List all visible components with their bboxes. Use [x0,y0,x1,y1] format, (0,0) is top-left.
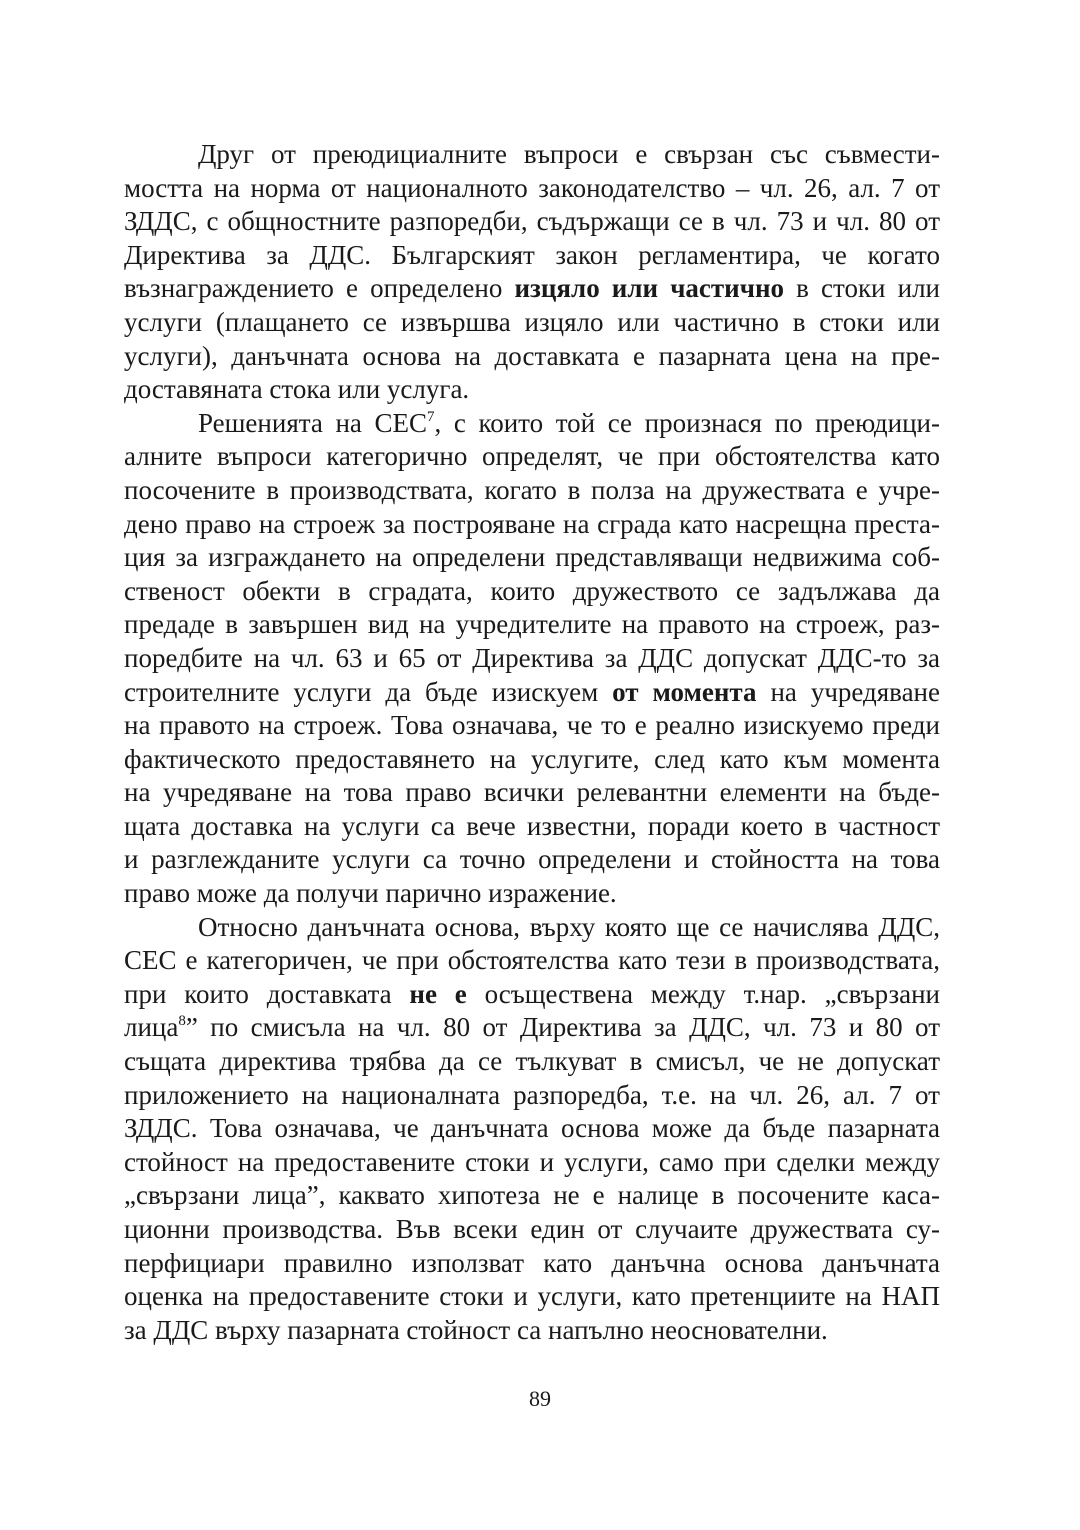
text-segment: доставяната стока или услуга. [124,374,470,405]
text-segment: осъществена между т.нар. „свързани [466,978,940,1009]
text-line [124,541,940,575]
bold-text: не е [409,978,467,1009]
text-segment: оценка на предоставените стоки и услуги, като претенциите на НАП [124,1281,940,1312]
text-line [124,575,940,609]
text-segment: СЕС е категоричен, че при обстоятелства като тези в производствата, [124,945,940,976]
text-line [124,743,940,777]
text-segment: Друг от преюдициалните въпроси е свързан със съвмести- [198,139,940,169]
text-segment: посочените в производствата, когато в полза на дружествата е учре- [124,474,940,505]
text-line [124,1247,940,1281]
text-segment: перфициари правилно използват като данъчна основа данъчната [124,1247,940,1278]
text-line [124,1280,940,1314]
text-segment: ция за изграждането на определени представляващи недвижима соб- [124,542,940,573]
text-line [124,440,940,474]
text-line [124,1079,940,1113]
text-segment: ционни производства. Във всеки един от случаите дружествата су- [124,1214,940,1244]
bold-text: изцяло или частично [514,273,785,304]
text-line [124,239,940,273]
text-line [124,340,940,374]
paragraph [124,911,940,1348]
text-segment: на правото на строеж. Това означава, че то е реално изискуемо преди [124,710,940,741]
text-line [124,676,940,710]
text-segment: стойност на предоставените стоки и услуги, само при сделки между [124,1146,940,1177]
text-line [124,306,940,340]
text-line [124,776,940,810]
text-segment: лица [124,1012,179,1043]
text-segment: и разглежданите услуги са точно определени и стойността на това [124,844,940,875]
text-line [124,1213,940,1247]
text-line [124,642,940,676]
text-line [124,843,940,877]
text-line [124,810,940,844]
text-line [124,911,940,945]
text-line [124,373,940,407]
text-segment: ” по смисъла на чл. 80 от Директива за ДДС, чл. 73 и 80 от [185,1012,940,1043]
text-segment: строителните услуги да бъде изискуем [124,676,613,707]
text-segment: щата доставка на услуги са вече известни, поради което в частност [124,810,940,841]
text-segment: услуги (плащането се извършва изцяло или частично в стоки или [124,306,940,337]
text-line [124,877,940,911]
text-segment: ЗДДС. Това означава, че данъчната основа може да бъде пазарната [124,1113,940,1144]
page-body [124,138,940,1347]
paragraph [124,407,940,911]
text-segment: „свързани лица”, каквато хипотеза не е налице в посочените каса- [124,1180,940,1211]
text-segment: дено право на строеж за построяване на сграда като насрещна преста- [124,508,940,539]
text-segment: възнаграждението е определено [124,273,515,304]
text-segment: същата директива трябва да се тълкуват в смисъл, че не допускат [124,1046,940,1077]
footnote-ref: 7 [427,408,435,425]
text-segment: фактическото предоставянето на услугите, след като към момента [124,743,940,774]
text-line [124,407,940,441]
text-line [124,1011,940,1045]
text-line [124,709,940,743]
text-line [124,1314,940,1348]
text-segment: , с които той се произнася по преюдици- [434,407,940,438]
page-number: 89 [529,1386,551,1411]
text-line [124,138,940,172]
text-segment: предаде в завършен вид на учредителите на правото на строеж, раз- [124,609,940,640]
text-segment: мостта на норма от националното законодателство – чл. 26, ал. 7 от [124,172,940,203]
text-segment: приложението на националната разпоредба, т.е. на чл. 26, ал. 7 от [124,1079,940,1110]
text-segment: услуги), данъчната основа на доставката е пазарната цена на пре- [124,340,940,371]
text-segment: Относно данъчната основа, върху която ще се начислява ДДС, [198,911,940,942]
text-line [124,978,940,1012]
text-line [124,172,940,206]
text-segment: Решенията на СЕС [198,407,428,438]
paragraph [124,138,940,407]
text-segment: за ДДС върху пазарната стойност са напълно неоснователни. [124,1314,828,1345]
text-line [124,1179,940,1213]
text-line [124,474,940,508]
bold-text: от момента [612,676,757,707]
text-line [124,205,940,239]
text-segment: на учредяване [756,676,940,707]
text-segment: ственост обекти в сградата, които дружеството се задължава да [124,575,940,606]
text-segment: ЗДДС, с общностните разпоредби, съдържащи се в чл. 73 и чл. 80 от [124,206,940,237]
text-segment: на учредяване на това право всички релевантни елементи на бъде- [124,777,940,808]
text-line [124,272,940,306]
footnote-ref: 8 [178,1013,186,1030]
text-segment: Директива за ДДС. Българският закон регламентира, че когато [124,239,940,270]
text-segment: поредбите на чл. 63 и 65 от Директива за ДДС допускат ДДС-то за [124,642,940,673]
text-line [124,1146,940,1180]
text-line [124,1112,940,1146]
text-line [124,608,940,642]
text-segment: право може да получи парично изражение. [124,878,617,909]
text-line [124,508,940,542]
text-line [124,1045,940,1079]
text-segment: при които доставката [124,978,410,1009]
text-segment: алните въпроси категорично определят, че при обстоятелства като [124,441,940,472]
text-segment: в стоки или [784,273,940,304]
text-line [124,944,940,978]
